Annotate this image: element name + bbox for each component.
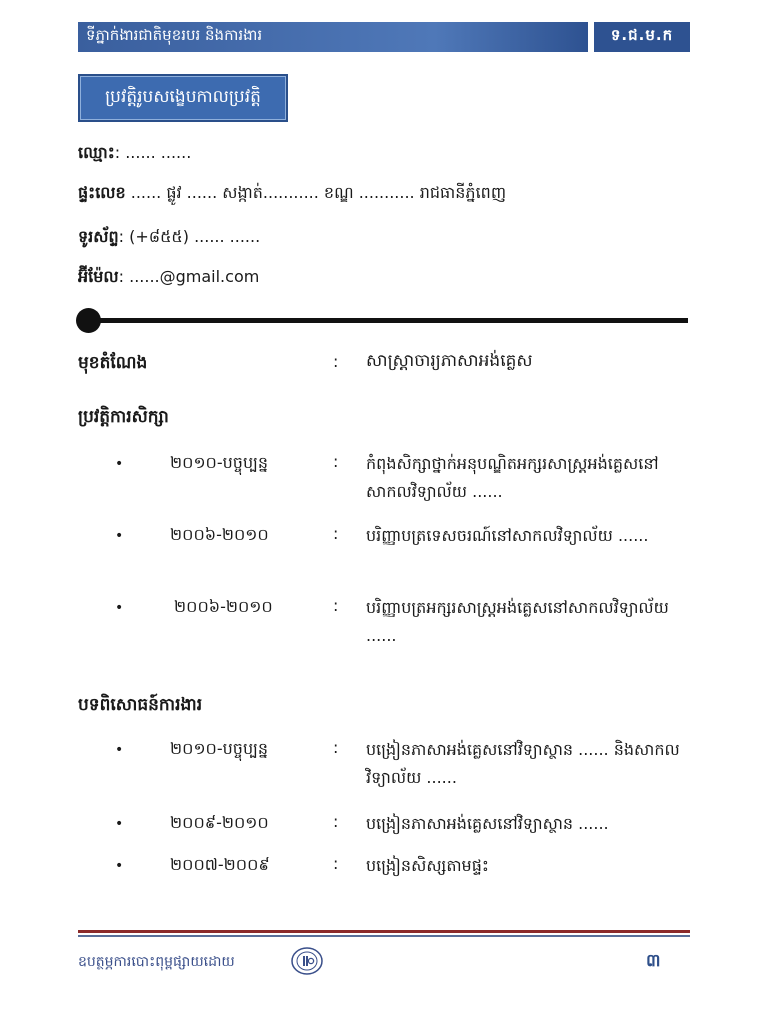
work-bullet: • — [115, 816, 124, 832]
contact-email — [78, 266, 259, 290]
address-value: ...... ផ្លូវ ...... សង្កាត់........... ខណ្ឌ ........... រាជធានីភ្នំពេញ — [125, 183, 507, 202]
work-desc: បង្រៀនភាសាអង់គ្លេសនៅវិទ្យាស្ថាន ...... — [366, 814, 609, 833]
education-date: ២០០៦-២០១០ — [170, 525, 269, 544]
education-bullet: • — [115, 600, 124, 616]
education-date: ២០០៦-២០១០ — [174, 597, 273, 616]
page-number: ៣ — [646, 951, 661, 971]
ilo-logo-icon — [290, 946, 324, 976]
work-colon: : — [333, 854, 339, 873]
header-org-abbrev: ទ.ជ.ម.ក — [594, 22, 690, 52]
name-value: : ...... ...... — [114, 143, 192, 162]
address-label: ផ្ទះលេខ — [78, 183, 126, 202]
education-heading: ប្រវត្តិការសិក្សា — [78, 407, 169, 427]
education-date: ២០១០-បច្ចុប្បន្ន — [170, 453, 269, 472]
section-divider — [88, 318, 688, 323]
work-colon: : — [333, 738, 339, 757]
education-colon: : — [333, 596, 339, 615]
contact-phone — [78, 226, 260, 250]
work-date: ២០១០-បច្ចុប្បន្ន — [170, 739, 269, 758]
contact-name — [78, 142, 191, 166]
document-title: ប្រវត្តិរូបសង្ខេបកាលប្រវត្តិ — [78, 74, 288, 122]
contact-address — [78, 182, 506, 206]
work-date: ២០០៩-២០១០ — [170, 813, 269, 832]
header-org-name: ទីភ្នាក់ងារជាតិមុខរបរ និងការងារ — [78, 22, 588, 52]
position-label: មុខតំណែង — [78, 353, 148, 373]
work-desc: បង្រៀនសិស្សតាមផ្ទះ — [366, 856, 489, 875]
work-bullet: • — [115, 742, 124, 758]
email-value: : ......@gmail.com — [118, 267, 260, 286]
education-bullet: • — [115, 528, 124, 544]
email-label: អ៊ីម៉ែល — [78, 267, 119, 286]
education-desc: កំពុងសិក្សាថ្នាក់អនុបណ្ឌិតអក្សរសាស្ត្រអង់គ្លេសនៅសាកលវិទ្យាល័យ ...... — [366, 454, 659, 501]
work-heading: បទពិសោធន៍ការងារ — [78, 695, 203, 715]
education-colon: : — [333, 452, 339, 471]
phone-label: ទូរស័ព្ទ — [78, 227, 119, 246]
footer-rule-blue — [78, 935, 690, 937]
phone-value: : (+៨៥៥) ...... ...... — [118, 227, 261, 246]
name-label: ឈ្មោះ — [78, 143, 115, 162]
work-desc: បង្រៀនភាសាអង់គ្លេសនៅវិទ្យាស្ថាន ...... និងសាកលវិទ្យាល័យ ...... — [366, 740, 680, 787]
footer-rule-red — [78, 930, 690, 933]
header-bar — [78, 22, 690, 52]
position-colon: : — [333, 352, 339, 371]
position-value: សាស្ត្រាចារ្យភាសាអង់គ្លេស — [366, 351, 533, 371]
footer-sponsor-text: ឧបត្ថម្ភការបោះពុម្ពផ្សាយដោយ — [78, 954, 235, 970]
education-desc: បរិញ្ញាបត្រទេសចរណ៍នៅសាកលវិទ្យាល័យ ...... — [366, 526, 649, 545]
work-bullet: • — [115, 858, 124, 874]
work-colon: : — [333, 812, 339, 831]
work-date: ២០០៧-២០០៩ — [170, 855, 270, 874]
education-desc: បរិញ្ញាបត្រអក្សរសាស្ត្រអង់គ្លេសនៅសាកលវិទ្យាល័យ ...... — [366, 598, 669, 645]
education-colon: : — [333, 524, 339, 543]
divider-dot — [76, 308, 101, 333]
education-bullet: • — [115, 456, 124, 472]
